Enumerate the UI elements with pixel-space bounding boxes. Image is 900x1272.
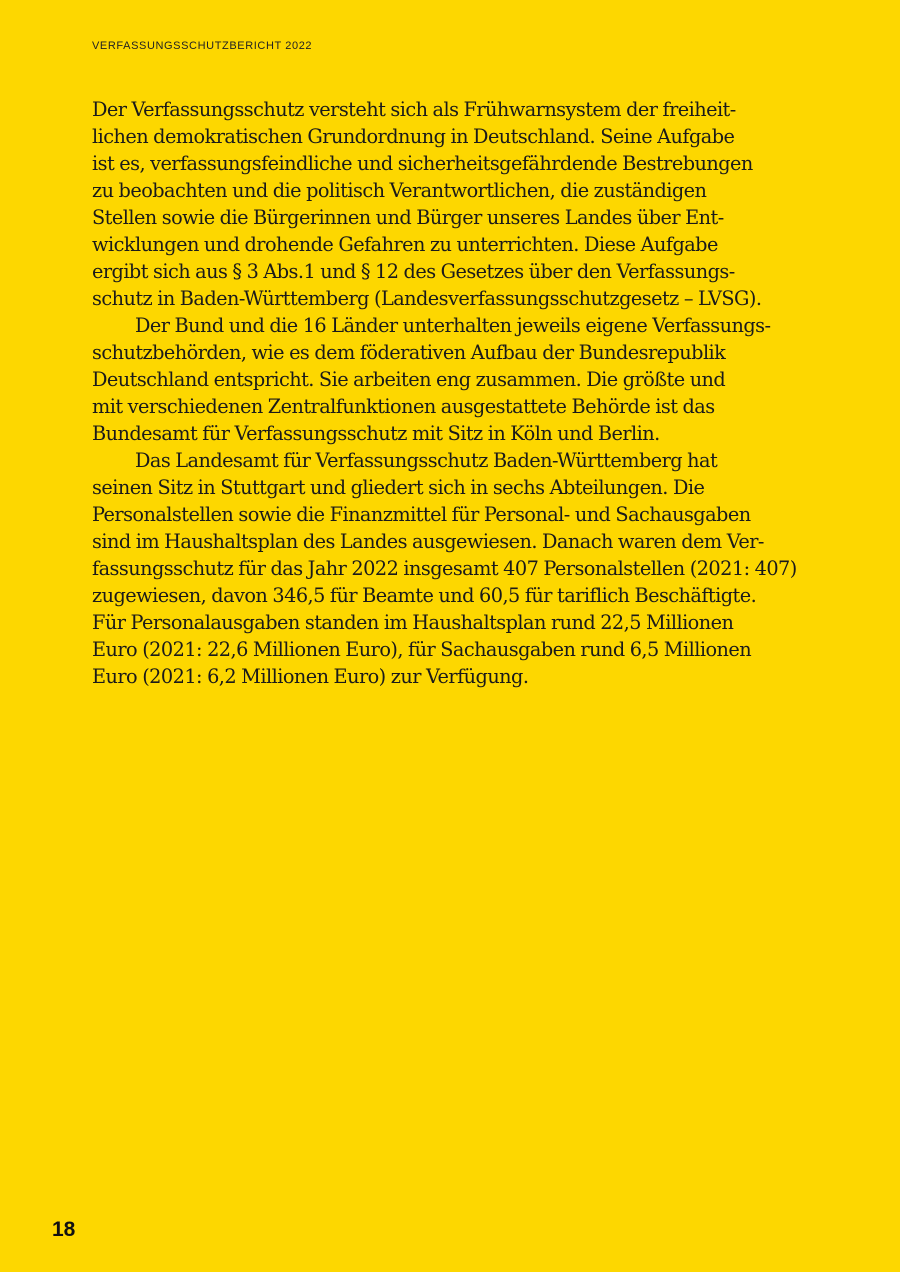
- running-header: VERFASSUNGSSCHUTZBERICHT 2022: [92, 40, 313, 52]
- paragraph-2-line-1: Der Bund und die 16 Länder unterhalten jeweils eigene Verfassungs-: [135, 314, 771, 337]
- paragraph-2-line-5: Bundesamt für Verfassungsschutz mit Sitz in Köln und Berlin.: [92, 422, 660, 445]
- paragraph-1-line-2: lichen demokratischen Grundordnung in Deutschland. Seine Aufgabe: [92, 125, 735, 148]
- paragraph-1-line-3: ist es, verfassungsfeindliche und sicherheitsgefährdende Bestrebungen: [92, 152, 753, 175]
- paragraph-2-line-2: schutzbehörden, wie es dem föderativen Aufbau der Bundesrepublik: [92, 341, 726, 364]
- paragraph-1-line-7: ergibt sich aus § 3 Abs.1 und § 12 des Gesetzes über den Verfassungs-: [92, 260, 735, 283]
- paragraph-3-line-5: fassungsschutz für das Jahr 2022 insgesamt 407 Personalstellen (2021: 407): [92, 557, 797, 580]
- page-number: 18: [52, 1218, 76, 1241]
- paragraph-3-line-9: Euro (2021: 6,2 Millionen Euro) zur Verfügung.: [92, 665, 529, 688]
- paragraph-1-line-1: Der Verfassungsschutz versteht sich als Frühwarnsystem der freiheit-: [92, 98, 736, 121]
- paragraph-3-line-8: Euro (2021: 22,6 Millionen Euro), für Sachausgaben rund 6,5 Millionen: [92, 638, 752, 661]
- paragraph-3-line-2: seinen Sitz in Stuttgart und gliedert sich in sechs Abteilungen. Die: [92, 476, 705, 499]
- paragraph-1-line-4: zu beobachten und die politisch Verantwortlichen, die zuständigen: [92, 179, 707, 202]
- paragraph-3-line-6: zugewiesen, davon 346,5 für Beamte und 60,5 für tariflich Beschäftigte.: [92, 584, 757, 607]
- paragraph-2-line-3: Deutschland entspricht. Sie arbeiten eng zusammen. Die größte und: [92, 368, 726, 391]
- paragraph-1-line-8: schutz in Baden-Württemberg (Landesverfassungsschutzgesetz – LVSG).: [92, 287, 762, 310]
- paragraph-3-line-3: Personalstellen sowie die Finanzmittel für Personal- und Sachausgaben: [92, 503, 751, 526]
- paragraph-3-line-4: sind im Haushaltsplan des Landes ausgewiesen. Danach waren dem Ver-: [92, 530, 764, 553]
- paragraph-1-line-6: wicklungen und drohende Gefahren zu unterrichten. Diese Aufgabe: [92, 233, 718, 256]
- paragraph-2-line-4: mit verschiedenen Zentralfunktionen ausgestattete Behörde ist das: [92, 395, 715, 418]
- body-text: [92, 96, 810, 690]
- paragraph-3-line-1: Das Landesamt für Verfassungsschutz Baden-Württemberg hat: [135, 449, 718, 472]
- paragraph-3-line-7: Für Personalausgaben standen im Haushaltsplan rund 22,5 Millionen: [92, 611, 734, 634]
- paragraph-1-line-5: Stellen sowie die Bürgerinnen und Bürger unseres Landes über Ent-: [92, 206, 724, 229]
